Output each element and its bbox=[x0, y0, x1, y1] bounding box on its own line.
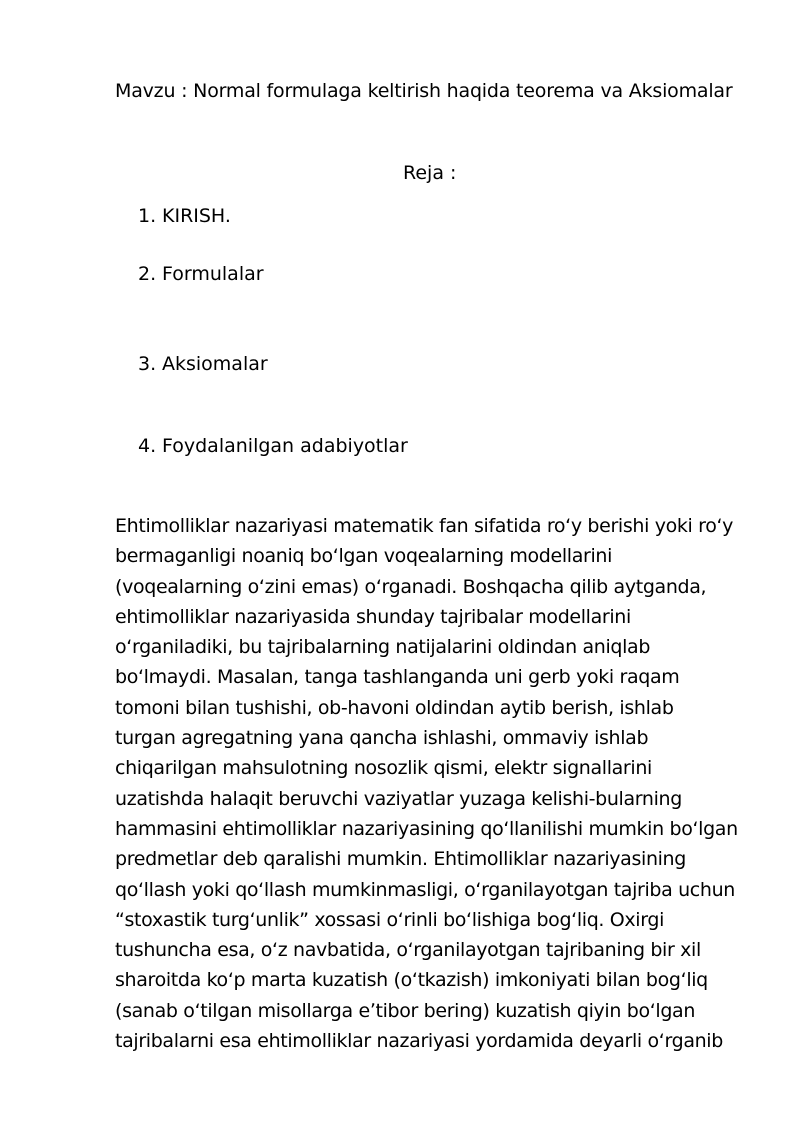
document-title: Mavzu : Normal formulaga keltirish haqida teorema va Aksiomalar bbox=[115, 80, 733, 102]
plan-heading: Reja : bbox=[403, 162, 457, 184]
paragraph-line: predmetlar deb qaralishi mumkin. Ehtimolliklar nazariyasining bbox=[115, 848, 686, 871]
plan-item-label: Aksiomalar bbox=[162, 353, 268, 375]
plan-item-references bbox=[138, 432, 408, 460]
paragraph-line: turgan agregatning yana qancha ishlashi, ommaviy ishlab bbox=[115, 727, 649, 750]
plan-item-number: 2. bbox=[138, 263, 157, 285]
paragraph-line: boʻlmaydi. Masalan, tanga tashlanganda uni gerb yoki raqam bbox=[115, 666, 680, 689]
plan-item-number: 1. bbox=[138, 205, 157, 227]
paragraph-line: tushuncha esa, oʻz navbatida, oʻrganilayotgan tajribaning bir xil bbox=[115, 939, 701, 962]
paragraph-line: bermaganligi noaniq boʻlgan voqealarning modellarini bbox=[115, 545, 612, 568]
paragraph-line: (voqealarning oʻzini emas) oʻrganadi. Boshqacha qilib aytganda, bbox=[115, 575, 707, 598]
paragraph-line: (sanab oʻtilgan misollarga eʼtibor bering) kuzatish qiyin boʻlgan bbox=[115, 999, 696, 1022]
paragraph-line: “stoxastik turgʻunlik” xossasi oʻrinli boʻlishiga bogʻliq. Oxirgi bbox=[115, 908, 664, 931]
paragraph-line: qoʻllash yoki qoʻllash mumkinmasligi, oʻrganilayotgan tajriba uchun bbox=[115, 878, 735, 901]
plan-item-label: KIRISH. bbox=[162, 205, 231, 227]
paragraph-line: ehtimolliklar nazariyasida shunday tajribalar modellarini bbox=[115, 605, 631, 628]
plan-item-axioms bbox=[138, 350, 268, 378]
body-paragraph bbox=[115, 511, 765, 1056]
plan-item-number: 3. bbox=[138, 353, 157, 375]
paragraph-line: oʻrganiladiki, bu tajribalarning natijalarini oldindan aniqlab bbox=[115, 636, 651, 659]
plan-item-number: 4. bbox=[138, 435, 157, 457]
paragraph-line: chiqarilgan mahsulotning nosozlik qismi, elektr signallarini bbox=[115, 757, 652, 780]
plan-item-introduction bbox=[138, 202, 231, 230]
paragraph-line: sharoitda koʻp marta kuzatish (oʻtkazish) imkoniyati bilan bogʻliq bbox=[115, 969, 708, 992]
paragraph-line: uzatishda halaqit beruvchi vaziyatlar yuzaga kelishi-bularning bbox=[115, 787, 682, 810]
plan-item-label: Formulalar bbox=[162, 263, 264, 285]
paragraph-line: hammasini ehtimolliklar nazariyasining qoʻllanilishi mumkin boʻlgan bbox=[115, 817, 738, 840]
paragraph-line: Ehtimolliklar nazariyasi matematik fan sifatida roʻy berishi yoki roʻy bbox=[115, 515, 734, 537]
paragraph-line: tomoni bilan tushishi, ob-havoni oldindan aytib berish, ishlab bbox=[115, 696, 674, 719]
plan-item-formulas bbox=[138, 260, 264, 288]
paragraph-line: tajribalarni esa ehtimolliklar nazariyasi yordamida deyarli oʻrganib bbox=[115, 1030, 723, 1053]
plan-item-label: Foydalanilgan adabiyotlar bbox=[162, 435, 408, 457]
